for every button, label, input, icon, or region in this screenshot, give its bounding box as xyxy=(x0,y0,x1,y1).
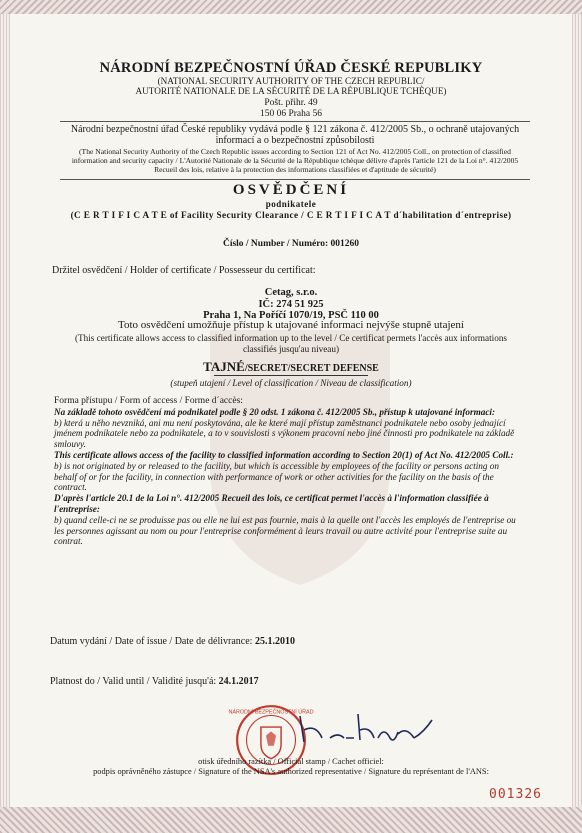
signature-label: podpis oprávněného zástupce / Signature of the NSA's authorized representative / Signature du représentant de l'ANS: xyxy=(93,767,489,776)
classification-level xyxy=(14,359,568,375)
issuer-statement-translation: (The National Security Authority of the Czech Republic issues according to Section 121 of Act No. 412/2005 Coll., on protection of classified information and security capacity / L'Autorité Nationale de la Sécurité de la République tchèque délivre d'après l'article 121 de la Loi n°. 412/2005 Recueil des lois, relative à la protection des informations classifiées et d'aptitude de sécurité) xyxy=(71,147,519,174)
po-box: Pošt. přihr. 49 xyxy=(264,98,318,108)
classification-level-cz: TAJNÉ xyxy=(203,359,245,374)
postal-address: 150 06 Praha 56 xyxy=(259,109,322,119)
holder-label: Držitel osvědčení / Holder of certificate / Possesseur du certificat: xyxy=(52,265,316,276)
certificate-number-value: 001260 xyxy=(330,239,360,249)
official-stamp-label: otisk úředního razítka / Official stamp / Cachet officiel: xyxy=(198,757,384,766)
seal-text: NÁRODNÍ BEZPEČNOSTNÍ ÚŘAD xyxy=(228,709,314,716)
authority-title-en: (NATIONAL SECURITY AUTHORITY OF THE CZECH REPUBLIC/ xyxy=(157,76,425,86)
form-fr-body: b) quand celle-ci ne se produisse pas ou elle ne lui est pas fournie, mais à la quelle ont l'accès les employés de l'entreprise ou les personnes agissant au nom ou pour l'entreprise conformément à leurs travail ou autre activité pour l'entreprise suite au contrat. xyxy=(54,514,516,547)
valid-until xyxy=(50,676,259,687)
certificate-number-label: Číslo / Number / Numéro: xyxy=(222,239,331,249)
access-statement: Toto osvědčení umožňuje přístup k utajované informaci nejvýše stupně utajení xyxy=(118,319,464,331)
form-en-heading: This certificate allows access of the facility to classified information according to Section 20(1) of Act No. 412/2005 Coll.: xyxy=(54,449,514,460)
guilloche-border-left xyxy=(0,14,10,807)
authority-title-fr: AUTORITÉ NATIONALE DE LA SÉCURITÉ DE LA RÉPUBLIQUE TCHÈQUE) xyxy=(135,86,447,96)
certificate-number xyxy=(14,239,568,249)
classification-level-en-fr: /SECRET/SECRET DEFENSE xyxy=(244,363,379,374)
certificate-type-translation: (C E R T I F I C A T E of Facility Security Clearance / C E R T I F I C A T d´habilitation d´entreprise) xyxy=(70,210,512,220)
certificate-subtitle: podnikatele xyxy=(265,199,317,209)
form-en-body: b) is not originated by or released to the facility, but which is accessible by employees of the facility or persons acting on behalf of or for the facility, in connection with performance of work or other activities for the facility on the basis of the contract. xyxy=(54,460,499,493)
classification-level-label: (stupeň utajení / Level of classification / Niveau de classification) xyxy=(170,378,412,388)
form-cz-heading: Na základě tohoto osvědčení má podnikatel podle § 20 odst. 1 zákona č. 412/2005 Sb., přístup k utajované informaci: xyxy=(54,406,496,417)
level-underline xyxy=(214,375,368,376)
serial-number: 001326 xyxy=(489,787,542,802)
holder-details xyxy=(14,287,568,322)
issue-date-label: Datum vydání / Date of issue / Date de délivrance: xyxy=(50,636,255,647)
authority-title: NÁRODNÍ BEZPEČNOSTNÍ ÚŘAD ČESKÉ REPUBLIKY xyxy=(99,60,483,76)
valid-until-label: Platnost do / Valid until / Validité jusqu'á: xyxy=(50,676,219,687)
issue-date-value: 25.1.2010 xyxy=(254,636,295,647)
guilloche-border-right xyxy=(572,14,582,807)
divider xyxy=(60,179,530,180)
company-name: Cetag, s.r.o. xyxy=(264,287,318,298)
issuer-statement: Národní bezpečnostní úřad České republiky vydává podle § 121 zákona č. 412/2005 Sb., o ochraně utajovaných informací a o bezpečnostní způsobilosti xyxy=(70,124,520,146)
divider xyxy=(60,121,530,122)
issue-date xyxy=(50,636,295,647)
handwritten-signature xyxy=(294,708,434,748)
form-fr-heading: D'après l'article 20.1 de la Loi n°. 412/2005 Recueil des lois, ce certificat permet l'accès à l'information classifiée à l'entreprise: xyxy=(54,493,489,514)
form-cz-body: b) která u něho nevzniká, ani mu není poskytována, ale ke které mají přístup zaměstnanci podnikatele nebo osoby jednající jménem podnikatele nebo za podnikatele, a to v souvislosti s výkonem pracovní nebo jiné činnosti pro podnikatele na základě smlouvy. xyxy=(54,417,515,450)
valid-until-value: 24.1.2017 xyxy=(218,676,259,687)
guilloche-border-top xyxy=(0,0,582,14)
certificate-title: OSVĚDČENÍ xyxy=(232,182,350,198)
form-of-access xyxy=(54,396,524,547)
form-of-access-heading: Forma přístupu / Form of access / Forme d´accès: xyxy=(54,396,243,406)
company-id: IČ: 274 51 925 xyxy=(258,298,324,310)
access-statement-translation: (This certificate allows access to classified information up to the level / Ce certificat permets l'accès aux informations classifiés jusqu'au niveau) xyxy=(74,333,508,354)
guilloche-border-bottom xyxy=(0,807,582,833)
stamp-signature-labels xyxy=(14,757,568,777)
certificate-content xyxy=(14,14,568,804)
company-address: Praha 1, Na Poříčí 1070/19, PSČ 110 00 xyxy=(203,310,379,321)
